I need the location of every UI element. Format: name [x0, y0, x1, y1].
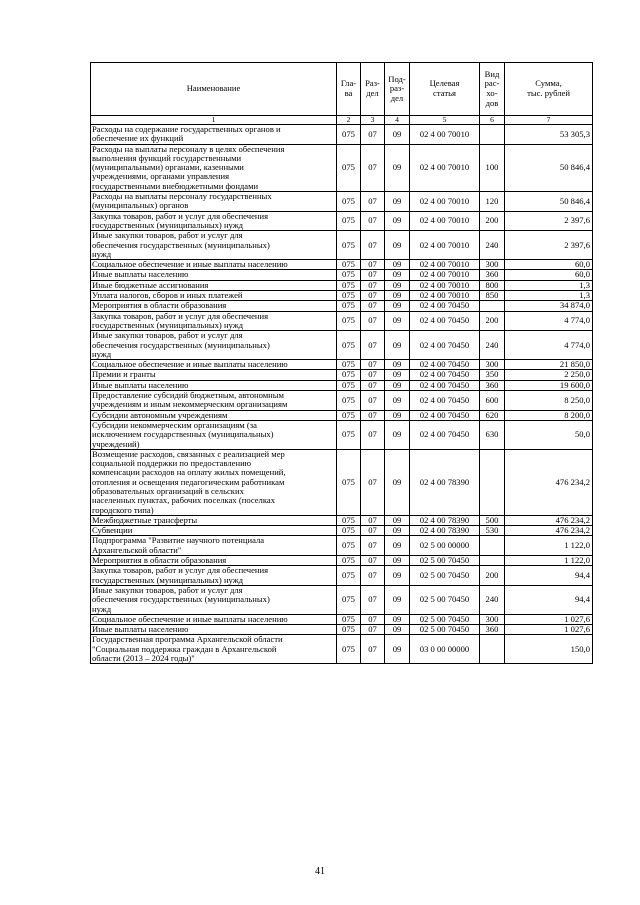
cell-vid: 200 [480, 566, 505, 586]
cell-glava: 075 [337, 614, 361, 624]
table-row [91, 380, 593, 390]
cell-target: 02 4 00 78390 [410, 449, 480, 515]
cell-razdel: 07 [361, 360, 385, 370]
cell-glava: 075 [337, 280, 361, 290]
cell-sum: 4 774,0 [505, 331, 593, 360]
cell-podrazdel: 09 [385, 526, 410, 536]
cell-target: 02 4 00 70450 [410, 331, 480, 360]
cell-name: Возмещение расходов, связанных с реализацией мер социальной поддержки по предоставлению компенсации расходов на оплату жилых помещений, отопления и освещения педагогическим работникам образовательных организаций в сельских населенных пунктах, рабочих поселках (поселках городского типа) [91, 449, 337, 515]
cell-glava: 075 [337, 420, 361, 449]
cell-glava: 075 [337, 260, 361, 270]
cell-target: 02 4 00 70450 [410, 370, 480, 380]
cell-glava: 075 [337, 125, 361, 145]
cell-vid: 600 [480, 391, 505, 411]
cell-name: Предоставление субсидий бюджетным, автономным учреждениям и иным некоммерческим организациям [91, 391, 337, 411]
cell-glava: 075 [337, 625, 361, 635]
cell-vid: 620 [480, 410, 505, 420]
cell-razdel: 07 [361, 625, 385, 635]
cell-vid: 300 [480, 614, 505, 624]
cell-name: Социальное обеспечение и иные выплаты населению [91, 360, 337, 370]
table-row [91, 231, 593, 260]
cell-target: 02 4 00 70450 [410, 380, 480, 390]
cell-podrazdel: 09 [385, 280, 410, 290]
cell-podrazdel: 09 [385, 566, 410, 586]
column-number: 3 [361, 116, 385, 125]
cell-podrazdel: 09 [385, 270, 410, 280]
cell-razdel: 07 [361, 449, 385, 515]
cell-sum: 2 397,6 [505, 231, 593, 260]
table-row [91, 635, 593, 664]
table-row [91, 311, 593, 331]
cell-razdel: 07 [361, 192, 385, 212]
table-row [91, 360, 593, 370]
cell-podrazdel: 09 [385, 391, 410, 411]
cell-razdel: 07 [361, 211, 385, 231]
cell-name: Иные закупки товаров, работ и услуг для обеспечения государственных (муниципальных) нужд [91, 231, 337, 260]
column-number: 5 [410, 116, 480, 125]
cell-target: 02 4 00 70010 [410, 231, 480, 260]
cell-podrazdel: 09 [385, 211, 410, 231]
cell-name: Иные выплаты населению [91, 380, 337, 390]
cell-podrazdel: 09 [385, 420, 410, 449]
cell-vid: 300 [480, 360, 505, 370]
cell-target: 02 4 00 70010 [410, 192, 480, 212]
cell-sum: 1 122,0 [505, 556, 593, 566]
header-name: Наименование [91, 63, 337, 116]
column-number: 7 [505, 116, 593, 125]
header-vid: Вид рас- хо- дов [480, 63, 505, 116]
cell-vid [480, 556, 505, 566]
cell-vid: 300 [480, 260, 505, 270]
table-row [91, 420, 593, 449]
cell-glava: 075 [337, 585, 361, 614]
table-header-row [91, 63, 593, 116]
cell-razdel: 07 [361, 125, 385, 145]
table-row [91, 270, 593, 280]
cell-name: Расходы на выплаты персоналу в целях обеспечения выполнения функций государственными (муниципальными) органами, казенными учреждениями, органами управления государственными внебюджетными фондами [91, 144, 337, 191]
cell-vid: 100 [480, 144, 505, 191]
column-number: 2 [337, 116, 361, 125]
table-row [91, 391, 593, 411]
cell-vid: 240 [480, 231, 505, 260]
table-row [91, 291, 593, 301]
cell-glava: 075 [337, 410, 361, 420]
cell-name: Субсидии автономным учреждениям [91, 410, 337, 420]
cell-podrazdel: 09 [385, 311, 410, 331]
cell-sum: 1 027,6 [505, 614, 593, 624]
cell-sum: 21 850,0 [505, 360, 593, 370]
cell-razdel: 07 [361, 260, 385, 270]
cell-podrazdel: 09 [385, 301, 410, 311]
cell-target: 02 5 00 70450 [410, 585, 480, 614]
cell-name: Иные закупки товаров, работ и услуг для обеспечения государственных (муниципальных) нужд [91, 585, 337, 614]
cell-sum: 1,3 [505, 280, 593, 290]
table-row [91, 449, 593, 515]
cell-podrazdel: 09 [385, 331, 410, 360]
cell-podrazdel: 09 [385, 125, 410, 145]
table-row [91, 260, 593, 270]
cell-sum: 476 234,2 [505, 526, 593, 536]
cell-vid: 630 [480, 420, 505, 449]
cell-name: Закупка товаров, работ и услуг для обеспечения государственных (муниципальных) нужд [91, 566, 337, 586]
table-row [91, 211, 593, 231]
cell-sum: 94,4 [505, 585, 593, 614]
cell-podrazdel: 09 [385, 370, 410, 380]
cell-glava: 075 [337, 635, 361, 664]
cell-razdel: 07 [361, 144, 385, 191]
cell-target: 02 5 00 70450 [410, 614, 480, 624]
cell-vid: 360 [480, 380, 505, 390]
cell-razdel: 07 [361, 280, 385, 290]
cell-vid [480, 536, 505, 556]
header-target: Целевая статья [410, 63, 480, 116]
cell-podrazdel: 09 [385, 585, 410, 614]
header-glava: Гла- ва [337, 63, 361, 116]
table-row [91, 144, 593, 191]
table-row [91, 192, 593, 212]
cell-sum: 94,4 [505, 566, 593, 586]
cell-razdel: 07 [361, 301, 385, 311]
table-row [91, 515, 593, 525]
cell-sum: 50,0 [505, 420, 593, 449]
cell-target: 02 4 00 70010 [410, 125, 480, 145]
cell-sum: 2 250,0 [505, 370, 593, 380]
table-row [91, 526, 593, 536]
cell-glava: 075 [337, 211, 361, 231]
cell-target: 02 4 00 70450 [410, 420, 480, 449]
cell-target: 02 5 00 70450 [410, 556, 480, 566]
column-number-row [91, 116, 593, 125]
cell-name: Мероприятия в области образования [91, 301, 337, 311]
cell-razdel: 07 [361, 410, 385, 420]
cell-sum: 50 846,4 [505, 144, 593, 191]
cell-razdel: 07 [361, 614, 385, 624]
cell-target: 02 4 00 78390 [410, 515, 480, 525]
header-razdel: Раз- дел [361, 63, 385, 116]
cell-podrazdel: 09 [385, 260, 410, 270]
cell-vid [480, 125, 505, 145]
cell-vid: 360 [480, 270, 505, 280]
column-number: 1 [91, 116, 337, 125]
cell-glava: 075 [337, 231, 361, 260]
cell-razdel: 07 [361, 420, 385, 449]
cell-name: Социальное обеспечение и иные выплаты населению [91, 614, 337, 624]
cell-razdel: 07 [361, 270, 385, 280]
cell-sum: 2 397,6 [505, 211, 593, 231]
cell-name: Мероприятия в области образования [91, 556, 337, 566]
cell-podrazdel: 09 [385, 635, 410, 664]
cell-podrazdel: 09 [385, 614, 410, 624]
cell-vid [480, 635, 505, 664]
cell-name: Иные закупки товаров, работ и услуг для обеспечения государственных (муниципальных) нужд [91, 331, 337, 360]
cell-name: Премии и гранты [91, 370, 337, 380]
cell-glava: 075 [337, 449, 361, 515]
cell-razdel: 07 [361, 515, 385, 525]
cell-sum: 476 234,2 [505, 449, 593, 515]
cell-vid: 350 [480, 370, 505, 380]
cell-sum: 1 122,0 [505, 536, 593, 556]
cell-target: 02 4 00 70010 [410, 144, 480, 191]
cell-glava: 075 [337, 380, 361, 390]
cell-glava: 075 [337, 301, 361, 311]
cell-vid: 240 [480, 331, 505, 360]
table-row [91, 566, 593, 586]
cell-vid: 360 [480, 625, 505, 635]
cell-target: 02 4 00 70450 [410, 410, 480, 420]
cell-razdel: 07 [361, 311, 385, 331]
cell-vid: 200 [480, 311, 505, 331]
cell-razdel: 07 [361, 231, 385, 260]
header-podrazdel: Под- раз- дел [385, 63, 410, 116]
cell-target: 02 4 00 70010 [410, 280, 480, 290]
table-row [91, 625, 593, 635]
cell-podrazdel: 09 [385, 231, 410, 260]
cell-vid: 800 [480, 280, 505, 290]
cell-podrazdel: 09 [385, 291, 410, 301]
header-sum: Сумма, тыс. рублей [505, 63, 593, 116]
table-row [91, 125, 593, 145]
table-row [91, 331, 593, 360]
cell-name: Субвенции [91, 526, 337, 536]
cell-razdel: 07 [361, 331, 385, 360]
cell-glava: 075 [337, 360, 361, 370]
cell-razdel: 07 [361, 526, 385, 536]
cell-sum: 8 250,0 [505, 391, 593, 411]
cell-name: Расходы на содержание государственных органов и обеспечение их функций [91, 125, 337, 145]
table-row [91, 585, 593, 614]
cell-podrazdel: 09 [385, 380, 410, 390]
cell-sum: 1,3 [505, 291, 593, 301]
cell-name: Иные выплаты населению [91, 625, 337, 635]
cell-podrazdel: 09 [385, 556, 410, 566]
table-body [91, 125, 593, 664]
table-row [91, 556, 593, 566]
cell-sum: 50 846,4 [505, 192, 593, 212]
page-number: 41 [315, 866, 325, 877]
budget-table [90, 62, 593, 664]
cell-glava: 075 [337, 192, 361, 212]
cell-podrazdel: 09 [385, 536, 410, 556]
cell-glava: 075 [337, 515, 361, 525]
cell-sum: 8 200,0 [505, 410, 593, 420]
cell-name: Иные выплаты населению [91, 270, 337, 280]
cell-name: Иные бюджетные ассигнования [91, 280, 337, 290]
cell-sum: 4 774,0 [505, 311, 593, 331]
cell-target: 02 4 00 70010 [410, 260, 480, 270]
budget-table-page [90, 62, 592, 664]
cell-target: 02 4 00 78390 [410, 526, 480, 536]
cell-sum: 476 234,2 [505, 515, 593, 525]
cell-name: Подпрограмма "Развитие научного потенциала Архангельской области" [91, 536, 337, 556]
cell-glava: 075 [337, 311, 361, 331]
column-number: 4 [385, 116, 410, 125]
cell-vid [480, 301, 505, 311]
cell-sum: 53 305,3 [505, 125, 593, 145]
cell-razdel: 07 [361, 380, 385, 390]
cell-target: 02 4 00 70010 [410, 270, 480, 280]
cell-sum: 1 027,6 [505, 625, 593, 635]
cell-sum: 34 874,0 [505, 301, 593, 311]
cell-glava: 075 [337, 291, 361, 301]
cell-glava: 075 [337, 566, 361, 586]
cell-target: 02 4 00 70010 [410, 211, 480, 231]
table-row [91, 370, 593, 380]
cell-podrazdel: 09 [385, 192, 410, 212]
cell-name: Уплата налогов, сборов и иных платежей [91, 291, 337, 301]
cell-vid: 240 [480, 585, 505, 614]
cell-razdel: 07 [361, 370, 385, 380]
cell-razdel: 07 [361, 556, 385, 566]
cell-target: 02 5 00 00000 [410, 536, 480, 556]
cell-podrazdel: 09 [385, 144, 410, 191]
cell-razdel: 07 [361, 635, 385, 664]
cell-glava: 075 [337, 556, 361, 566]
table-row [91, 280, 593, 290]
cell-vid: 850 [480, 291, 505, 301]
cell-vid: 120 [480, 192, 505, 212]
cell-sum: 60,0 [505, 270, 593, 280]
cell-glava: 075 [337, 536, 361, 556]
table-row [91, 536, 593, 556]
cell-sum: 60,0 [505, 260, 593, 270]
cell-razdel: 07 [361, 585, 385, 614]
cell-target: 02 4 00 70450 [410, 391, 480, 411]
cell-name: Межбюджетные трансферты [91, 515, 337, 525]
cell-podrazdel: 09 [385, 515, 410, 525]
cell-podrazdel: 09 [385, 625, 410, 635]
cell-name: Закупка товаров, работ и услуг для обеспечения государственных (муниципальных) нужд [91, 311, 337, 331]
cell-target: 02 4 00 70450 [410, 301, 480, 311]
cell-sum: 19 600,0 [505, 380, 593, 390]
cell-glava: 075 [337, 526, 361, 536]
cell-podrazdel: 09 [385, 360, 410, 370]
cell-vid: 530 [480, 526, 505, 536]
cell-vid: 500 [480, 515, 505, 525]
table-row [91, 614, 593, 624]
cell-target: 02 4 00 70010 [410, 291, 480, 301]
cell-glava: 075 [337, 331, 361, 360]
cell-vid [480, 449, 505, 515]
cell-name: Расходы на выплаты персоналу государственных (муниципальных) органов [91, 192, 337, 212]
cell-sum: 150,0 [505, 635, 593, 664]
cell-target: 02 4 00 70450 [410, 360, 480, 370]
cell-podrazdel: 09 [385, 410, 410, 420]
cell-razdel: 07 [361, 291, 385, 301]
cell-name: Социальное обеспечение и иные выплаты населению [91, 260, 337, 270]
table-row [91, 410, 593, 420]
table-row [91, 301, 593, 311]
cell-razdel: 07 [361, 566, 385, 586]
cell-name: Закупка товаров, работ и услуг для обеспечения государственных (муниципальных) нужд [91, 211, 337, 231]
cell-name: Субсидии некоммерческим организациям (за исключением государственных (муниципальных) учреждений) [91, 420, 337, 449]
cell-target: 02 5 00 70450 [410, 625, 480, 635]
cell-razdel: 07 [361, 536, 385, 556]
cell-vid: 200 [480, 211, 505, 231]
cell-glava: 075 [337, 270, 361, 280]
cell-target: 02 5 00 70450 [410, 566, 480, 586]
cell-target: 02 4 00 70450 [410, 311, 480, 331]
cell-name: Государственная программа Архангельской области "Социальная поддержка граждан в Архангельской области (2013 – 2024 годы)" [91, 635, 337, 664]
cell-podrazdel: 09 [385, 449, 410, 515]
cell-glava: 075 [337, 370, 361, 380]
cell-razdel: 07 [361, 391, 385, 411]
cell-glava: 075 [337, 391, 361, 411]
cell-target: 03 0 00 00000 [410, 635, 480, 664]
column-number: 6 [480, 116, 505, 125]
cell-glava: 075 [337, 144, 361, 191]
